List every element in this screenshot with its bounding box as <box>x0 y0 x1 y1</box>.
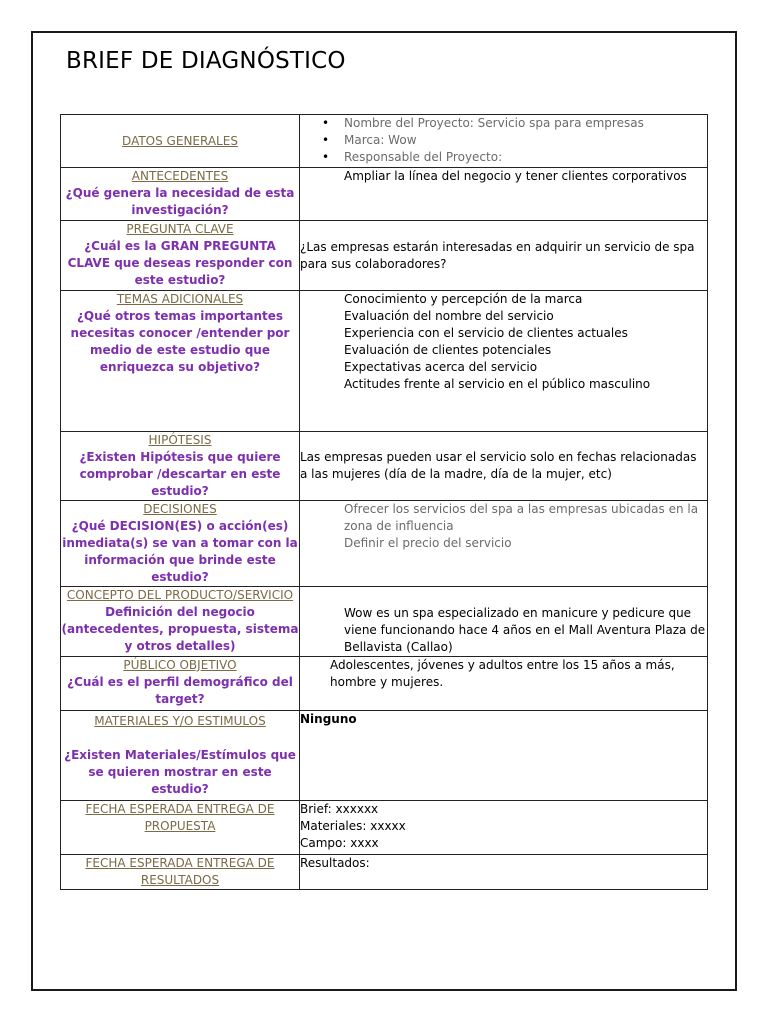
row-materiales <box>61 711 708 801</box>
fecha-propuesta-answer-cell <box>300 801 708 855</box>
row-fecha-propuesta <box>61 801 708 855</box>
temas-list <box>300 291 707 393</box>
decisiones-item: Ofrecer los servicios del spa a las empresas ubicadas en la zona de influencia <box>344 502 699 533</box>
publico-answer: Adolescentes, jóvenes y adultos entre los 15 años a más, hombre y mujeres. <box>330 658 675 689</box>
document-title: BRIEF DE DIAGNÓSTICO <box>66 48 346 74</box>
concepto-label-cell <box>61 587 300 657</box>
hipotesis-label-cell <box>61 432 300 501</box>
fecha-resultados-label-cell <box>61 855 300 890</box>
temas-item: Expectativas acerca del servicio <box>344 360 538 374</box>
antecedentes-answer: Ampliar la línea del negocio y tener clientes corporativos <box>344 169 687 183</box>
hipotesis-answer-cell <box>300 432 708 501</box>
publico-question: ¿Cuál es el perfil demográfico del target? <box>67 675 293 706</box>
antecedentes-question: ¿Qué genera la necesidad de esta investigación? <box>65 186 295 217</box>
fecha-propuesta-item: Materiales: xxxxx <box>300 819 406 833</box>
row-hipotesis <box>61 432 708 501</box>
pregunta-answer-cell <box>300 221 708 291</box>
row-publico-objetivo <box>61 657 708 711</box>
datos-label: DATOS GENERALES <box>122 133 238 148</box>
datos-value-cell <box>300 115 708 168</box>
concepto-answer-cell <box>300 587 708 657</box>
row-temas-adicionales <box>61 291 708 432</box>
hipotesis-answer: Las empresas pueden usar el servicio solo en fechas relacionadas a las mujeres (día de la madre, día de la mujer, etc) <box>300 450 697 481</box>
pregunta-question: ¿Cuál es la GRAN PREGUNTA CLAVE que deseas responder con este estudio? <box>67 239 293 287</box>
decisiones-list <box>300 501 707 552</box>
fecha-resultados-label: FECHA ESPERADA ENTREGA DE RESULTADOS <box>85 856 275 887</box>
row-antecedentes <box>61 168 708 221</box>
publico-label-cell <box>61 657 300 711</box>
decisiones-label-cell <box>61 501 300 587</box>
row-fecha-resultados <box>61 855 708 890</box>
fecha-resultados-answer-cell <box>300 855 708 890</box>
pregunta-label: PREGUNTA CLAVE <box>126 222 234 236</box>
temas-item: Actitudes frente al servicio en el público masculino <box>344 377 651 391</box>
datos-item-responsable: • Responsable del Proyecto: <box>344 149 707 166</box>
pregunta-label-cell <box>61 221 300 291</box>
datos-item-marca: • Marca: Wow <box>344 132 707 149</box>
temas-item: Experiencia con el servicio de clientes actuales <box>344 326 628 340</box>
fecha-propuesta-label-cell <box>61 801 300 855</box>
hipotesis-label: HIPÓTESIS <box>148 433 212 447</box>
row-datos-generales <box>61 115 708 168</box>
temas-label: TEMAS ADICIONALES <box>116 292 244 306</box>
concepto-question: Definición del negocio (antecedentes, propuesta, sistema y otros detalles) <box>61 605 299 653</box>
materiales-answer-cell <box>300 711 708 801</box>
decisiones-answer-cell <box>300 501 708 587</box>
publico-answer-cell <box>300 657 708 711</box>
datos-list <box>300 115 707 166</box>
datos-label-cell <box>61 115 300 168</box>
fecha-propuesta-item: Brief: xxxxxx <box>300 802 379 816</box>
decisiones-item: Definir el precio del servicio <box>344 536 512 550</box>
publico-label: PÚBLICO OBJETIVO <box>123 658 237 672</box>
decisiones-label: DECISIONES <box>143 502 217 516</box>
row-concepto <box>61 587 708 657</box>
fecha-propuesta-label: FECHA ESPERADA ENTREGA DE PROPUESTA <box>85 802 275 833</box>
fecha-resultados-answer: Resultados: <box>300 856 370 870</box>
temas-answer-cell <box>300 291 708 432</box>
temas-label-cell <box>61 291 300 432</box>
materiales-label: MATERIALES Y/O ESTIMULOS <box>94 714 266 728</box>
antecedentes-label-cell <box>61 168 300 221</box>
temas-item: Evaluación del nombre del servicio <box>344 309 554 323</box>
temas-item: Conocimiento y percepción de la marca <box>344 292 583 306</box>
concepto-answer: Wow es un spa especializado en manicure y pedicure que viene funcionando hace 4 años en el Mall Aventura Plaza de Bellavista (Callao) <box>344 606 706 654</box>
materiales-label-cell <box>61 711 300 801</box>
datos-item-proyecto: • Nombre del Proyecto: Servicio spa para empresas <box>344 115 707 132</box>
materiales-question: ¿Existen Materiales/Estímulos que se quieren mostrar en este estudio? <box>64 748 296 796</box>
row-pregunta-clave <box>61 221 708 291</box>
temas-question: ¿Qué otros temas importantes necesitas conocer /entender por medio de este estudio que enriquezca su objetivo? <box>70 309 290 374</box>
brief-table <box>60 114 708 890</box>
decisiones-question: ¿Qué DECISION(ES) o acción(es) inmediata(s) se van a tomar con la información que brinde este estudio? <box>62 519 298 584</box>
concepto-label: CONCEPTO DEL PRODUCTO/SERVICIO <box>66 588 294 602</box>
materiales-answer: Ninguno <box>300 712 357 726</box>
hipotesis-question: ¿Existen Hipótesis que quiere comprobar /descartar en este estudio? <box>79 450 281 498</box>
temas-item: Evaluación de clientes potenciales <box>344 343 552 357</box>
fecha-propuesta-item: Campo: xxxx <box>300 836 379 850</box>
pregunta-answer: ¿Las empresas estarán interesadas en adquirir un servicio de spa para sus colaboradores? <box>300 239 695 271</box>
row-decisiones <box>61 501 708 587</box>
antecedentes-label: ANTECEDENTES <box>131 169 229 183</box>
antecedentes-answer-cell <box>300 168 708 221</box>
